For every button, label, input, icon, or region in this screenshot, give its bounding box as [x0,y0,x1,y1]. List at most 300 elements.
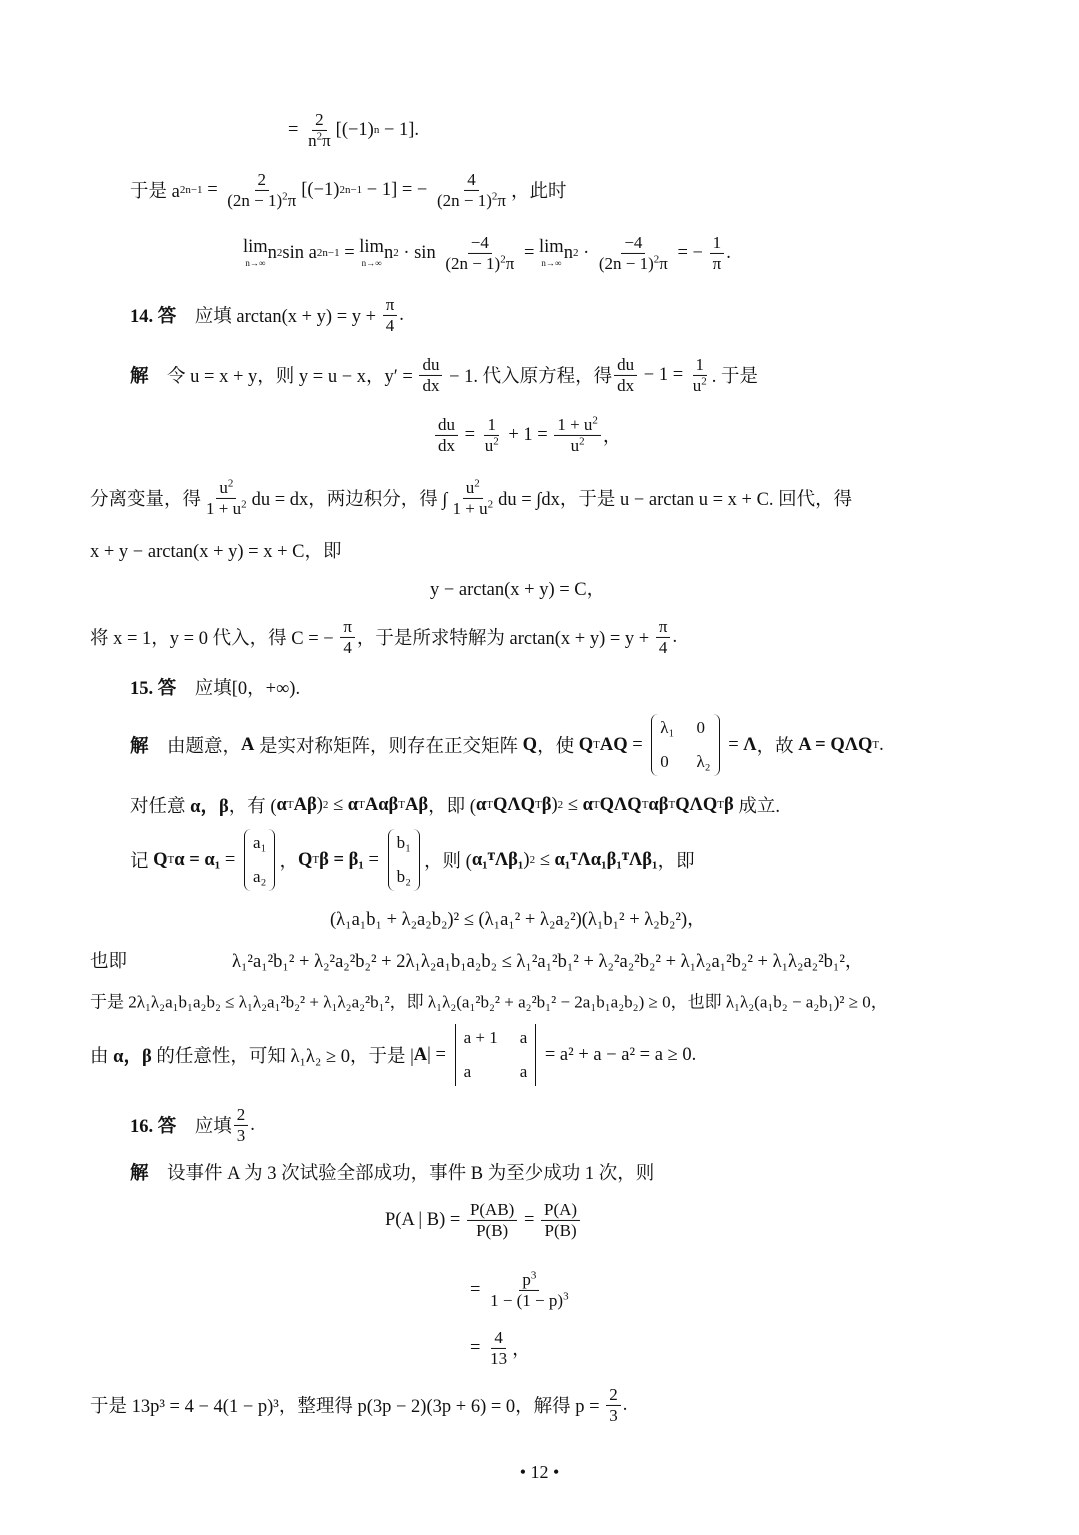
text-segment: . [672,626,678,647]
superscript: 3 [563,1289,569,1302]
bold-text: α = α₁ [174,849,221,870]
text-segment: π [287,190,297,210]
text-segment: 也即 [90,952,128,972]
text-segment: −4 [624,232,643,252]
limit-subscript: n→∞ [245,257,266,268]
numerator [234,1105,249,1126]
limit-label: lim [243,237,268,258]
bold-text: β [541,794,552,815]
denominator [419,376,442,396]
superscript: 2 [701,374,707,387]
bold-text: α₁ᵀΛα₁β₁ᵀΛβ₁ [554,849,658,870]
limit [539,238,564,268]
text-segment: (2n − 1) [437,190,492,210]
bold-text: 14. 答 [130,307,177,327]
fraction [596,233,671,273]
text-segment: = [339,242,360,263]
text-segment: ≤ [535,849,555,870]
fraction [442,233,517,273]
numerator [491,1328,506,1349]
denominator [487,1291,572,1311]
bold-text: 16. 答 [130,1117,177,1137]
text-segment: 对任意 [130,797,191,817]
text-segment: (2n − 1) [227,190,283,210]
fraction [541,1200,580,1240]
text-segment: . [879,734,884,755]
text-segment: 4 [385,315,395,335]
bold-text: QΛQ [599,794,642,815]
bold-text: α [347,794,359,815]
text-segment: u [219,477,228,497]
denominator [473,1221,511,1241]
bold-text: 解 [130,367,149,387]
matrix-cell: a [463,1062,472,1081]
fraction [487,1270,572,1310]
fraction [710,233,725,273]
math-group [571,436,585,455]
text-segment: u [465,477,475,497]
text-segment: 由题意， [148,737,242,757]
text-segment: u [692,375,702,395]
bold-text: Aαβ [364,794,399,815]
text-segment: − 1 = [639,364,688,385]
determinant [455,1024,537,1086]
numerator [621,233,645,254]
text-segment: 4 [343,637,352,657]
numerator [464,170,479,191]
text-segment: π [385,294,395,314]
text-segment: π [343,616,352,636]
numerator [467,1200,517,1221]
limit [243,238,268,268]
math-group [219,478,233,497]
matrix-cell: λ₁ [660,718,675,737]
text-segment: dx [438,435,455,455]
text-segment: = a² + a − a² = a ≥ 0. [540,1044,697,1065]
denominator [614,376,637,396]
numerator [710,233,725,254]
text-line: 于是 a 2n−1 = $\frac{2}{(2n - 1)^2\pi}$ [(−1) 2n−1 − 1] = − $\frac{4}{(2n - 1)^2\pi}$ ，此时 [130,169,567,210]
fraction [203,478,250,518]
math-group [693,376,707,395]
math-group [599,254,668,273]
matrix-cell: a₁ [252,833,267,852]
matrix-cell: a [519,1062,528,1081]
matrix-cell: 0 [696,718,705,737]
text-line [90,537,342,563]
text-segment: 将 x = 1，y = 0 代入，得 C = − [90,629,339,649]
superscript: 2 [579,434,585,447]
math-group [445,254,514,273]
text-line [90,988,888,1013]
text-segment: 2 [257,169,266,189]
fraction [435,415,458,455]
fraction [419,355,442,395]
bold-text: α [582,794,593,815]
text-segment: 的任意性，可知 λ₁λ₂ ≥ 0，于是 | [151,1047,414,1067]
text-segment: 3 [609,1405,618,1425]
text-segment: · [578,242,594,263]
bold-text: 15. 答 [130,679,177,699]
bold-text: 解 [130,737,149,757]
text-segment: . [622,1394,628,1415]
denominator [656,638,671,658]
text-segment: 1 [712,232,722,252]
text-segment: = [460,424,480,445]
fraction [234,1105,249,1145]
text-segment: 分离变量，得 [90,490,202,510]
denominator [568,436,588,456]
text-segment: π [497,190,507,210]
bold-text: AQ [599,734,628,755]
bold-text: Aβ [405,794,429,815]
equation-line [232,947,863,973]
fraction [606,1385,621,1425]
text-segment: π [505,253,515,273]
math-group [466,478,480,497]
bold-text: A [413,1044,428,1065]
math-group [437,191,506,210]
answer-15 [130,674,300,700]
text-segment: ， [602,427,622,447]
text-segment: u [570,435,580,455]
text-segment: 于是 2λ₁λ₂a₁b₁a₂b₂ ≤ λ₁λ₂a₁²b₂² + λ₁λ₂a₂²b₁²，即 λ₁λ₂(a₁²b₂² + a₂²b₁² − 2a₁b₁a₂b₂) ≥ 0，也即 λ₁λ₂(a₁b₂ − a₂b₁)² ≥ 0， [90,992,888,1012]
limit-subscript: n→∞ [361,257,382,268]
bold-text: A [241,734,255,755]
text-segment: n [308,130,317,150]
text-segment: 于是 a [130,182,180,202]
math-group [522,1270,536,1289]
solution-line: 解 由题意， A 是实对称矩阵，则存在正交矩阵 Q ，使 Q T AQ = λ₁ 0 0 λ₂ = Λ ，故 A = QΛQ T . [130,714,884,776]
matrix [388,829,420,891]
text-segment: ) [551,794,558,815]
text-segment: 是实对称矩阵，则存在正交矩阵 [254,737,523,757]
numerator [463,478,483,499]
text-segment: ，即 [657,852,695,872]
fraction [467,1200,517,1240]
matrix-cell: b₁ [396,833,412,852]
fraction [450,478,497,518]
text-segment: (2n − 1) [598,253,654,273]
superscript: 3 [530,1269,537,1282]
text-line [90,617,677,657]
superscript: 2 [493,434,499,447]
text-segment: P(A) [544,1199,578,1219]
math-group [557,415,598,434]
text-segment: (λ₁a₁b₁ + λ₂a₂b₂)² ≤ (λ₁a₁² + λ₂a₂²)(λ₁b₁² + λ₂b₂²)， [330,910,706,930]
text-segment: dx [617,375,635,395]
denominator [203,499,250,519]
superscript: 2 [500,252,506,265]
denominator [710,254,725,274]
text-segment: du = ∫dx，于是 u − arctan u = x + C. 回代，得 [498,490,853,510]
bold-text: α₁ᵀΛβ₁ [471,849,524,870]
text-segment: ) [523,849,530,870]
text-segment: ≤ [563,794,583,815]
text-segment: P(A | B) = [385,1209,465,1230]
text-segment: 1 + u [206,498,242,518]
text-segment: 4 [467,169,476,189]
text-segment: 2 [236,1104,246,1124]
text-segment: ，故 [756,737,799,757]
fraction [340,617,355,657]
text-segment: = [220,849,240,870]
text-segment: ≤ [328,794,348,815]
numerator [541,1200,580,1221]
superscript: 2 [491,189,498,202]
matrix-cell: b₂ [396,867,412,886]
text-segment: − 1] = − [362,179,432,200]
numerator [656,617,671,638]
text-segment: u [484,435,494,455]
denominator [487,1349,510,1369]
fraction [224,170,299,210]
text-segment: n [563,242,573,263]
text-segment: du = dx，两边积分，得 ∫ [251,490,448,510]
text-segment: 2 [609,1384,618,1404]
denominator [596,254,671,274]
text-segment: du [617,354,635,374]
text-segment: du [422,354,440,374]
text-segment: P(B) [476,1220,509,1240]
numerator [419,355,442,376]
denominator [383,316,398,336]
bold-text: α [475,794,487,815]
solution-line [130,1159,654,1185]
matrix [244,829,275,891]
equation-line [385,1200,582,1240]
text-segment: π [712,253,722,273]
denominator [442,254,517,274]
bold-text: QΛQ [675,794,718,815]
bold-text: Q [153,849,168,870]
denominator [542,1221,580,1241]
text-segment: . [399,304,404,325]
text-segment: 1 [695,354,705,374]
text-segment: ，使 [537,737,579,757]
text-segment: 设事件 A 为 3 次试验全部成功，事件 B 为至少成功 1 次，则 [148,1164,655,1184]
fraction [554,415,601,455]
math-group [206,499,247,518]
denominator [482,436,502,456]
text-segment: λ₁²a₁²b₁² + λ₂²a₂²b₂² + 2λ₁λ₂a₁b₁a₂b₂ ≤ λ₁²a₁²b₁² + λ₂²a₂²b₂² + λ₁λ₂a₁²b₂² + λ₁λ₂a₂²b₁²， [232,952,864,972]
text-segment: n [383,242,394,263]
superscript: 2 [474,477,480,490]
superscript: 2 [227,477,234,490]
text-segment: π [659,253,668,273]
text-segment: π [658,616,668,636]
text-segment: + 1 = [503,424,553,445]
superscript: 2 [487,497,494,510]
text-segment: = [519,1209,540,1230]
bold-text: Q [297,849,313,870]
text-segment: 13 [490,1348,508,1368]
bold-text: α，β [113,1047,152,1067]
fraction [434,170,509,210]
text-segment: = [202,179,223,200]
denominator [606,1406,621,1426]
text-segment: = [627,734,648,755]
equation-line: lim n→∞ n 2 sin a 2n−1 = lim n→∞ n 2 · sin $\frac{-4}{(2n - 1)^2\pi}$ = lim n→∞ n 2 · $\frac{-4}{(2n - 1)^2\pi}$ = − $\frac{1}{\pi}$ . [243,232,731,273]
numerator [435,415,458,436]
denominator [450,499,497,519]
answer-14 [130,295,404,335]
numerator [216,478,236,499]
numerator [383,295,398,316]
bold-text: β [724,794,734,815]
text-segment: y − arctan(x + y) = C， [430,580,606,600]
numerator [519,1270,539,1291]
matrix-cell: 0 [660,752,669,771]
denominator [690,376,710,396]
solution-line [130,355,758,395]
matrix-cell: a₂ [252,867,267,886]
text-segment: 应填 [176,1117,232,1137]
text-line [90,1024,696,1086]
text-segment: ，于是所求特解为 arctan(x + y) = y + [356,629,654,649]
limit-label: lim [539,237,564,258]
equation-line [430,575,605,601]
text-segment: [(−1) [335,119,374,140]
text-segment: p [522,1269,531,1289]
text-line [90,947,127,973]
matrix-cell: a [519,1028,528,1047]
fraction [656,617,671,657]
math-group [490,1291,569,1310]
text-segment: = − [672,242,708,263]
fraction [383,295,398,335]
fraction [487,1328,510,1368]
bold-text: β = β₁ [319,849,364,870]
text-segment: . [250,1114,255,1135]
text-segment: x + y − arctan(x + y) = x + C，即 [90,542,342,562]
denominator [305,131,334,151]
fraction [614,355,637,395]
text-segment: (2n − 1) [445,253,501,273]
text-segment: 由 [90,1047,114,1067]
text-segment: 于是 13p³ = 4 − 4(1 − p)³，整理得 p(3p − 2)(3p + 6) = 0，解得 p = [90,1397,605,1417]
text-segment: ，有 ( [228,797,277,817]
matrix [651,714,719,776]
text-segment: 4 [494,1327,503,1347]
page-number: • 12 • [519,1462,560,1482]
equation-line [330,905,706,931]
superscript: 2 [653,252,660,265]
text-segment: ) [316,794,323,815]
text-segment: −4 [470,232,489,252]
denominator [224,191,299,211]
text-segment: = [723,734,744,755]
text-segment: P(B) [544,1220,577,1240]
text-segment: 1 [487,414,496,434]
text-segment: 1 + u [452,498,488,518]
bold-text: α，β [190,797,229,817]
text-line [90,1385,627,1425]
text-segment: n [267,242,277,263]
text-line: 对任意 α，β ，有 ( α T Aβ ) 2 ≤ α T Aαβ T Aβ ，即 ( α T QΛQ T β ) 2 ≤ α T QΛQ T αβ T QΛQ T β 成立. [130,792,780,818]
text-segment: sin a [282,242,317,263]
text-segment: 记 [130,852,154,872]
numerator [554,415,601,436]
text-segment: = [363,849,384,870]
bold-text: Q [522,734,538,755]
numerator [614,355,637,376]
equation-line: = $\frac{2}{n^2\pi}$ [(−1) n − 1]. [288,109,420,150]
bold-text: A = QΛQ [798,734,873,755]
text-segment: ，则 ( [424,852,472,872]
numerator [468,233,492,254]
bold-text: Q [578,734,594,755]
text-segment: P(AB) [469,1199,515,1219]
denominator [435,436,458,456]
text-segment: ， [512,1340,531,1360]
text-segment: − 1. 代入原方程，得 [444,367,613,387]
bold-text: Λ [743,734,757,755]
text-segment: 1 + u [557,414,593,434]
superscript: 2 [592,414,598,427]
fraction [482,415,502,455]
superscript: 2 [282,189,288,202]
text-segment: = [519,242,540,263]
limit-subscript: n→∞ [541,257,562,268]
bold-text: 解 [130,1164,149,1184]
text-segment: 成立. [733,797,781,817]
text-segment: du [438,414,455,434]
denominator [340,638,355,658]
text-segment: . 于是 [711,367,759,387]
text-line [90,478,852,518]
matrix-cell: λ₂ [696,752,711,771]
bold-text: α [276,794,287,815]
text-segment: . [726,242,731,263]
text-segment: = [470,1337,486,1358]
numerator [484,415,499,436]
numerator [312,110,327,131]
text-segment: 令 u = x + y，则 y = u − x，y′ = [148,367,418,387]
numerator [693,355,708,376]
answer-16 [130,1105,255,1145]
math-group [227,191,296,210]
text-segment: − 1]. [379,119,420,140]
denominator [434,191,509,211]
bold-text: αβ [648,794,669,815]
text-segment: dx [422,375,440,395]
text-segment: 4 [658,637,668,657]
text-segment: 应填 arctan(x + y) = y + [176,307,381,327]
limit-label: lim [359,237,384,258]
limit [359,238,384,268]
bold-text: Aβ [293,794,317,815]
numerator [340,617,355,638]
math-group [308,131,331,150]
superscript: 2 [241,497,247,510]
text-segment: 1 − (1 − p) [490,1290,564,1310]
text-segment: = [470,1279,486,1300]
equation-line [470,1270,574,1310]
bold-text: QΛQ [492,794,536,815]
text-segment: π [322,130,331,150]
superscript: 2 [316,129,323,142]
fraction [690,355,710,395]
matrix-cell: a + 1 [463,1028,498,1047]
text-segment: 应填[0，+∞). [176,679,301,699]
math-group [485,436,499,455]
text-segment: | = [427,1044,451,1065]
text-segment: 2 [315,109,324,129]
denominator [234,1126,249,1146]
text-segment: ，即 ( [428,797,476,817]
math-group [453,499,494,518]
